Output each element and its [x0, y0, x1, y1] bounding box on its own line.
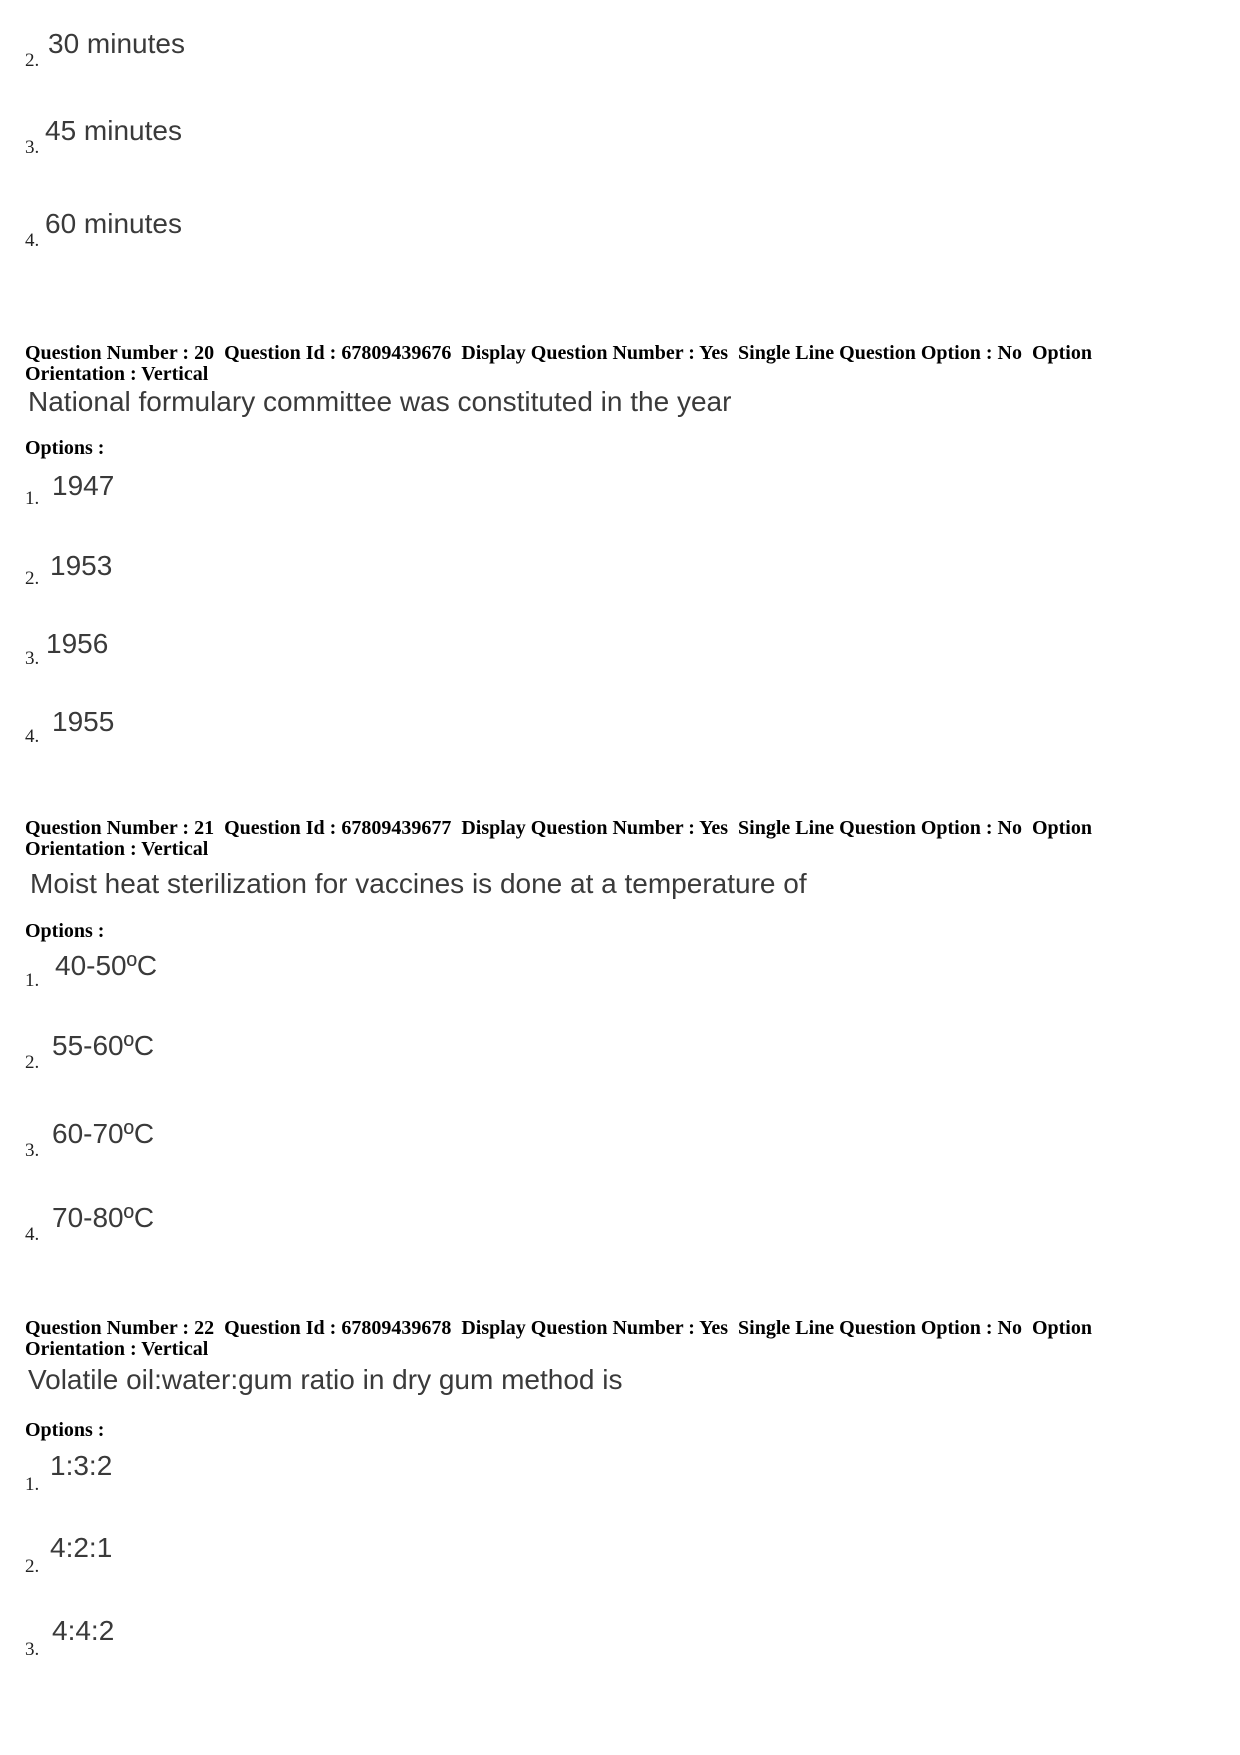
option-number: 3. [25, 648, 40, 669]
option-text: 70-80ºC [52, 1202, 155, 1233]
option-number: 3. [25, 137, 40, 158]
option-text: 1:3:2 [50, 1450, 113, 1481]
option-text: 1956 [46, 628, 109, 659]
question-header-line1: Question Number : 20 Question Id : 67809439676 Display Question Number : Yes Single Line Question Option : No Option [25, 342, 1092, 364]
option-number: 2. [25, 50, 40, 71]
option-text: 45 minutes [45, 115, 182, 146]
question-text: National formulary committee was constituted in the year [28, 386, 732, 417]
option-text: 1955 [52, 706, 115, 737]
option-number: 4. [25, 726, 40, 747]
option-number: 2. [25, 1052, 40, 1073]
question-text: Volatile oil:water:gum ratio in dry gum method is [28, 1364, 623, 1395]
option-number: 1. [25, 970, 40, 991]
option-text: 30 minutes [48, 28, 185, 59]
option-number: 3. [25, 1639, 40, 1660]
option-text: 55-60ºC [52, 1030, 155, 1061]
option-text: 60 minutes [45, 208, 182, 239]
option-text: 60-70ºC [52, 1118, 155, 1149]
question-header-line1: Question Number : 21 Question Id : 67809439677 Display Question Number : Yes Single Line Question Option : No Option [25, 817, 1092, 839]
question-header [25, 818, 1215, 860]
option-number: 4. [25, 230, 40, 251]
option-text: 4:4:2 [52, 1615, 115, 1646]
option-number: 1. [25, 488, 40, 509]
option-text: 1947 [52, 470, 115, 501]
question-header-line2: Orientation : Vertical [25, 363, 209, 385]
question-header [25, 343, 1215, 385]
question-text: Moist heat sterilization for vaccines is done at a temperature of [30, 868, 807, 899]
option-number: 3. [25, 1140, 40, 1161]
question-header [25, 1318, 1215, 1360]
options-label: Options : [25, 920, 105, 942]
option-text: 1953 [50, 550, 113, 581]
option-number: 2. [25, 1556, 40, 1577]
options-label: Options : [25, 437, 105, 459]
question-header-line2: Orientation : Vertical [25, 1338, 209, 1360]
question-header-line2: Orientation : Vertical [25, 838, 209, 860]
options-label: Options : [25, 1419, 105, 1441]
option-number: 1. [25, 1474, 40, 1495]
option-text: 40-50ºC [55, 950, 158, 981]
option-number: 4. [25, 1224, 40, 1245]
option-number: 2. [25, 568, 40, 589]
option-text: 4:2:1 [50, 1532, 113, 1563]
question-header-line1: Question Number : 22 Question Id : 67809439678 Display Question Number : Yes Single Line Question Option : No Option [25, 1317, 1092, 1339]
